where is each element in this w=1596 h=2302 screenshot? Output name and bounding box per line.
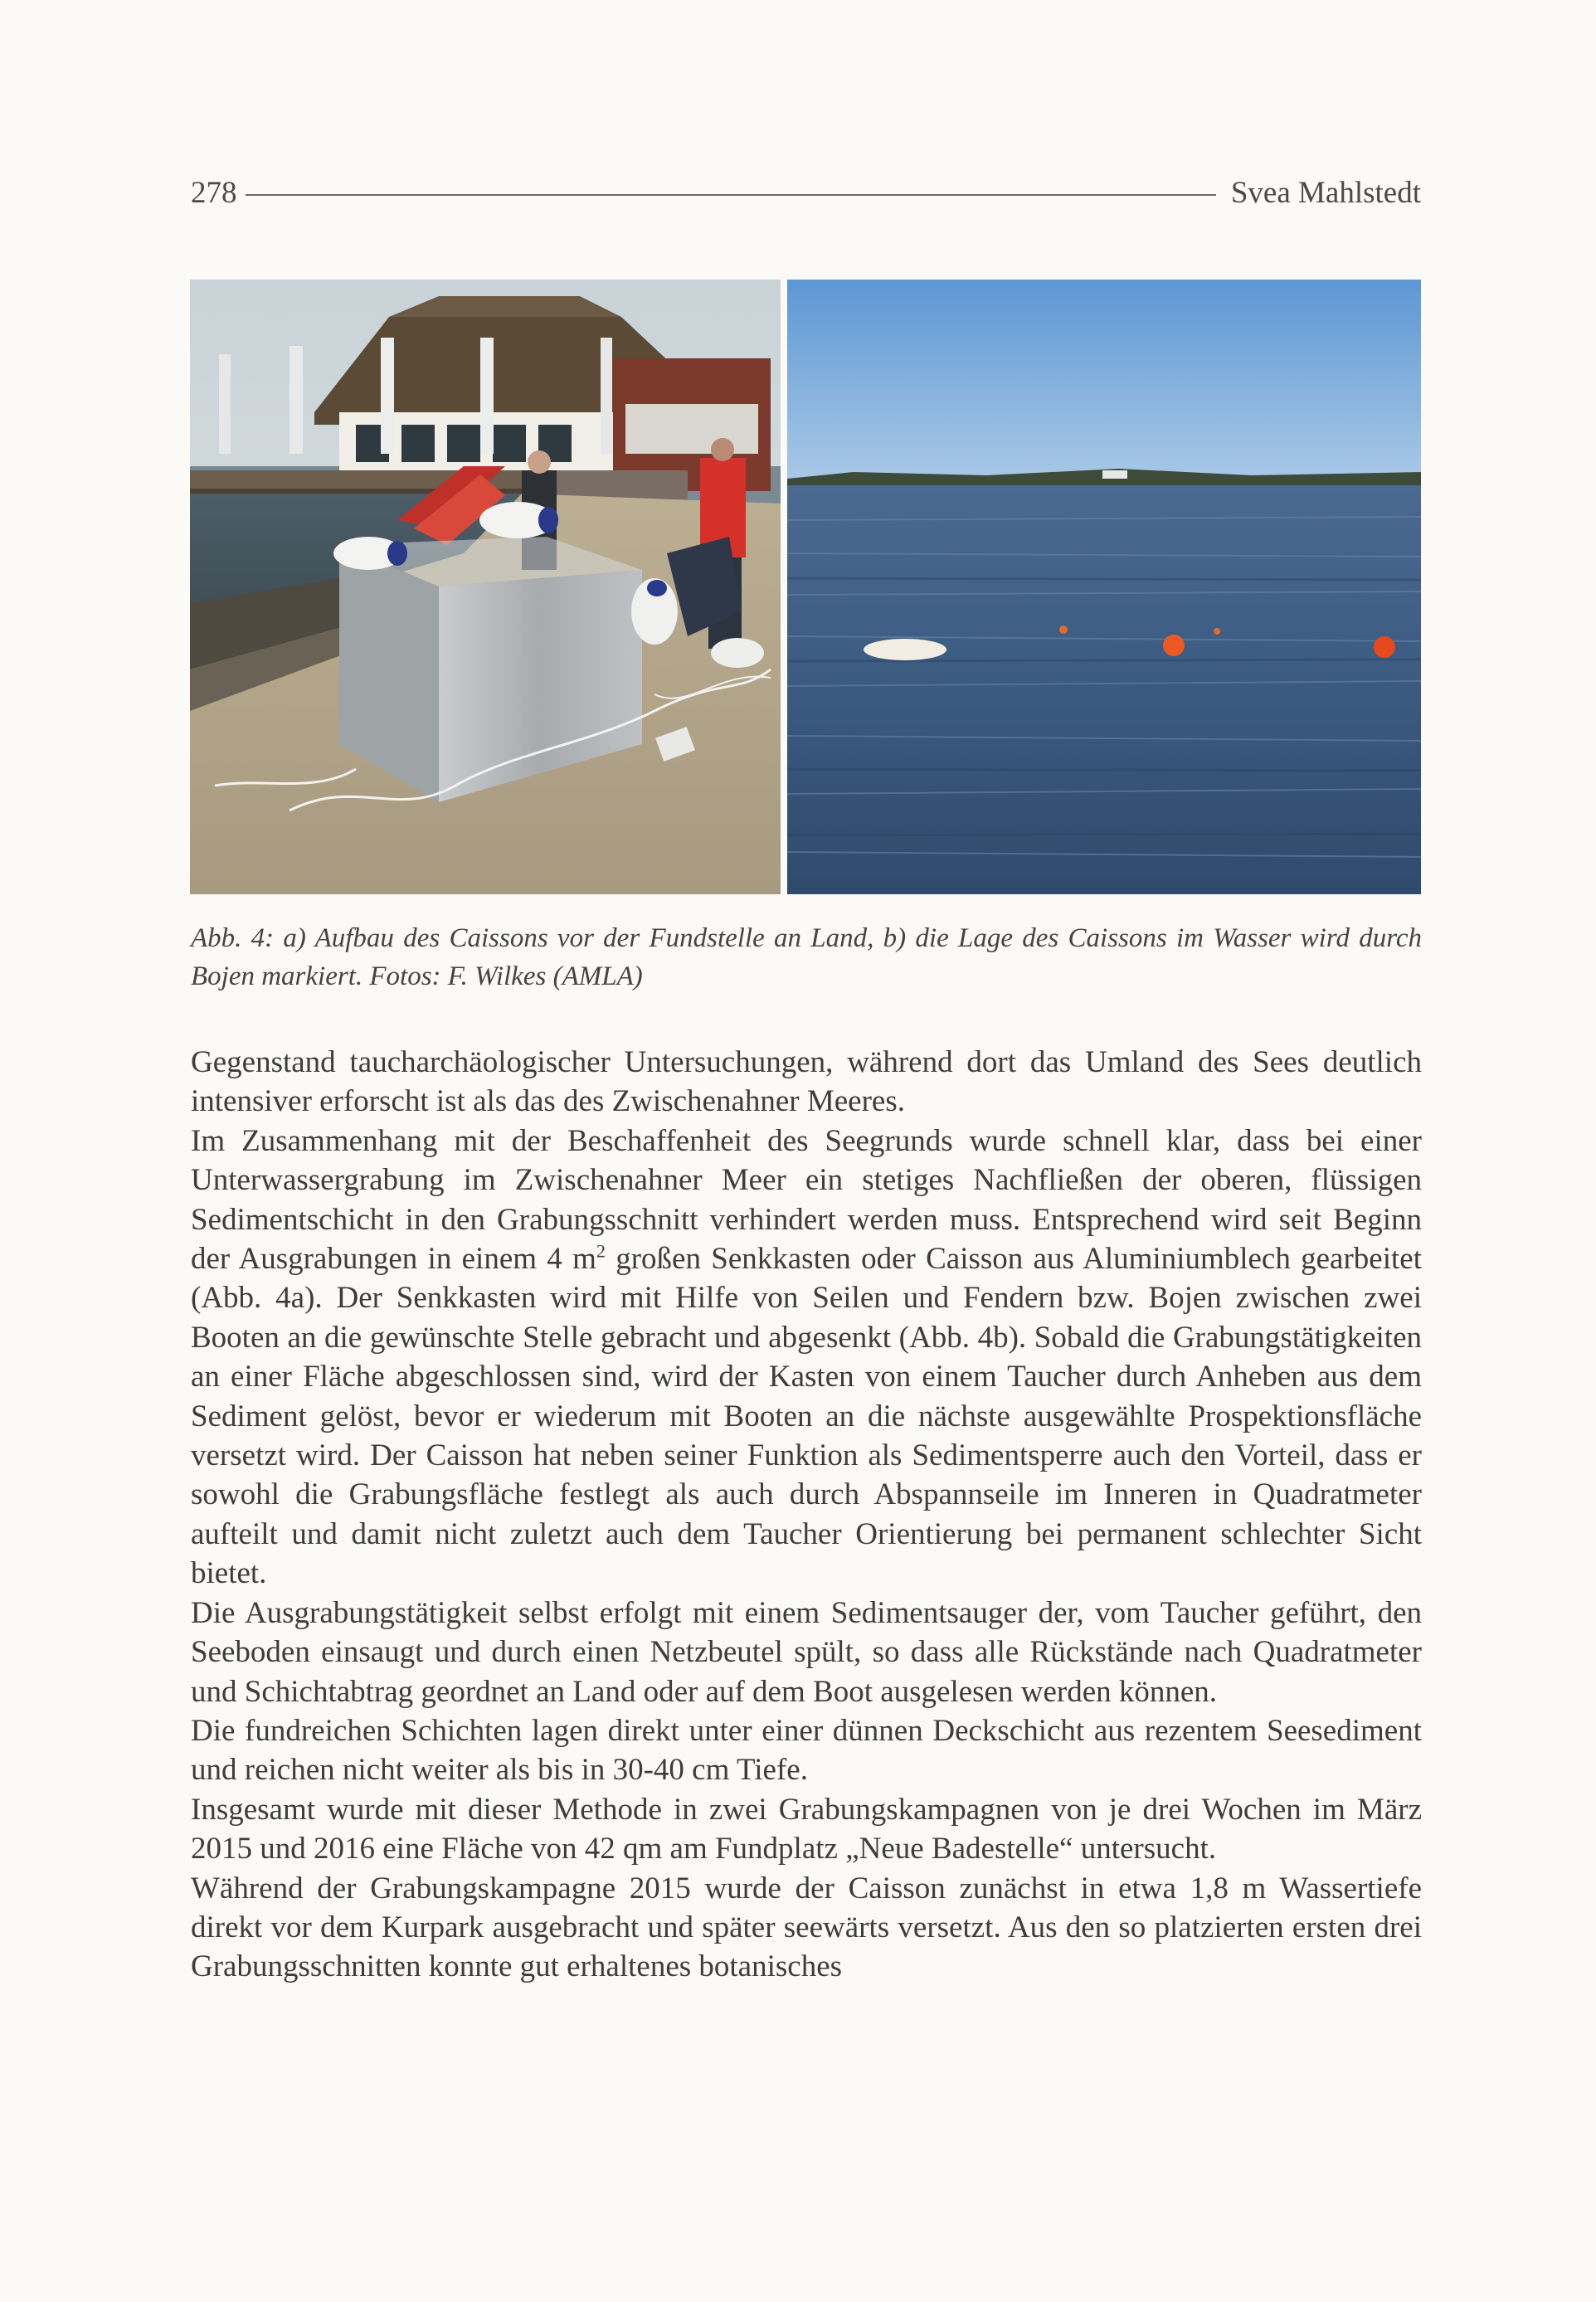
photo-caisson-on-land xyxy=(190,280,781,894)
running-header xyxy=(191,176,1421,209)
superscript: 2 xyxy=(596,1240,606,1262)
running-head-author: Svea Mahlstedt xyxy=(1230,175,1421,210)
paragraph: Die Ausgrabungstätigkeit selbst erfolgt mit einem Sedimentsauger der, vom Taucher geführt, den Seeboden einsaugt und durch einen Netzbeutel spült, so dass alle Rückstände nach Quadratmeter und Schichtabtrag geordnet an Land oder auf dem Boot ausgelesen werden können. xyxy=(191,1595,1422,1709)
page-number: 278 xyxy=(191,175,237,210)
header-rule xyxy=(246,194,1216,196)
paragraph: Die fundreichen Schichten lagen direkt unter einer dünnen Deckschicht aus rezentem Seesediment und reichen nicht weiter als bis in 30-40 cm Tiefe. xyxy=(191,1713,1422,1788)
photo-caisson-in-water xyxy=(787,280,1421,894)
figure-4 xyxy=(190,280,1421,894)
figure-caption: Abb. 4: a) Aufbau des Caissons vor der Fundstelle an Land, b) die Lage des Caissons im Wasser wird durch Bojen markiert. Fotos: F. Wilkes (AMLA) xyxy=(191,923,1422,991)
body-text xyxy=(191,1043,1422,1987)
paragraph: Im Zusammenhang mit der Beschaffenheit des Seegrunds wurde schnell klar, dass bei einer Unterwassergrabung im Zwischenahner Meer ein stetiges Nachfließen der oberen, flüssigen Sedimentschicht in den Grabungsschnitt verhindert werden muss. Entsprechend wird seit Beginn der Ausgrabungen in einem 4 $m^2$ großen Senkkasten oder Caisson aus Aluminiumblech gearbeitet (Abb. 4a). Der Senkkasten wird mit Hilfe von Seilen und Fendern bzw. Bojen zwischen zwei Booten an die gewünschte Stelle gebracht und abgesenkt (Abb. 4b). Sobald die Grabungstätigkeiten an einer Fläche abgeschlossen sind, wird der Kasten von einem Taucher durch Anheben aus dem Sediment gelöst, bevor er wiederum mit Booten an die nächste ausgewählte Prospektionsfläche versetzt wird. Der Caisson hat neben seiner Funktion als Sedimentsperre auch den Vorteil, dass er sowohl die Grabungsfläche festlegt als auch durch Abspannseile im Inneren in Quadratmeter aufteilt und damit nicht zuletzt auch dem Taucher Orientierung bei permanent schlechter Sicht bietet. xyxy=(191,1123,1422,1591)
paragraph: Während der Grabungskampagne 2015 wurde der Caisson zunächst in etwa 1,8 m Wassertiefe direkt vor dem Kurpark ausgebracht und später seewärts versetzt. Aus den so platzierten ersten drei Grabungsschnitten konnte gut erhaltenes botanisches xyxy=(191,1871,1422,1984)
paragraph: Gegenstand taucharchäologischer Untersuchungen, während dort das Umland des Sees deutlich intensiver erforscht ist als das des Zwischenahner Meeres. xyxy=(191,1045,1422,1119)
paragraph: Insgesamt wurde mit dieser Methode in zwei Grabungskampagnen von je drei Wochen im März 2015 und 2016 eine Fläche von 42 qm am Fundplatz „Neue Badestelle“ untersucht. xyxy=(191,1792,1422,1866)
